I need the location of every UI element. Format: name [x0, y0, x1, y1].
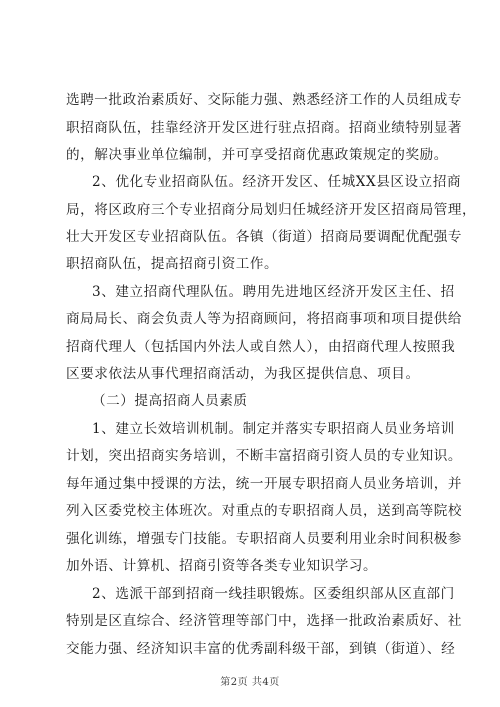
text-line: 列入区委党校主体班次。对重点的专职招商人员，送到高等院校: [66, 503, 463, 519]
text-line: 商局局长、商会负责人等为招商顾问，将招商事项和项目提供给: [66, 311, 463, 327]
page-number-footer: 第2页 共4页: [220, 677, 280, 688]
text-line: 职招商队伍，挂靠经济开发区进行驻点招商。招商业绩特别显著: [66, 120, 463, 136]
text-line: 交能力强、经济知识丰富的优秀副科级干部，到镇（街道）、经: [66, 641, 456, 657]
text-line: 招商代理人（包括国内外法人或自然人），由招商代理人按照我: [66, 339, 456, 355]
section-heading: （二）提高招商人员素质: [92, 393, 248, 409]
text-line: 职招商队伍，提高招商引资工作。: [66, 256, 279, 272]
text-line: 3、建立招商代理队伍。聘用先进地区经济开发区主任、招: [92, 284, 455, 300]
text-line: 每年通过集中授课的方法，统一开展专职招商人员业务培训，并: [66, 476, 463, 492]
text-line: 1、建立长效培训机制。制定并落实专职招商人员业务培训: [92, 421, 455, 437]
text-line: 特别是区直综合、经济管理等部门中，选择一批政治素质好、社: [66, 613, 463, 629]
text-line: 加外语、计算机、招商引资等各类专业知识学习。: [66, 558, 378, 574]
text-line: 壮大开发区专业招商队伍。各镇（街道）招商局要调配优配强专: [66, 229, 463, 245]
text-line: 2、优化专业招商队伍。经济开发区、任城XX县区设立招商: [92, 174, 462, 190]
text-line: 计划，突出招商实务培训，不断丰富招商引资人员的专业知识。: [66, 448, 463, 464]
text-line: 的，解决事业单位编制，并可享受招商优惠政策规定的奖励。: [66, 147, 448, 163]
text-line: 选聘一批政治素质好、交际能力强、熟悉经济工作的人员组成专: [66, 92, 463, 108]
text-line: 2、选派干部到招商一线挂职锻炼。区委组织部从区直部门: [92, 586, 455, 602]
text-line: 区要求依法从事代理招商活动，为我区提供信息、项目。: [66, 366, 420, 382]
text-line: 局，将区政府三个专业招商分局划归任城经济开发区招商局管理，: [66, 202, 477, 218]
text-line: 强化训练，增强专门技能。专职招商人员要利用业余时间积极参: [66, 531, 463, 547]
